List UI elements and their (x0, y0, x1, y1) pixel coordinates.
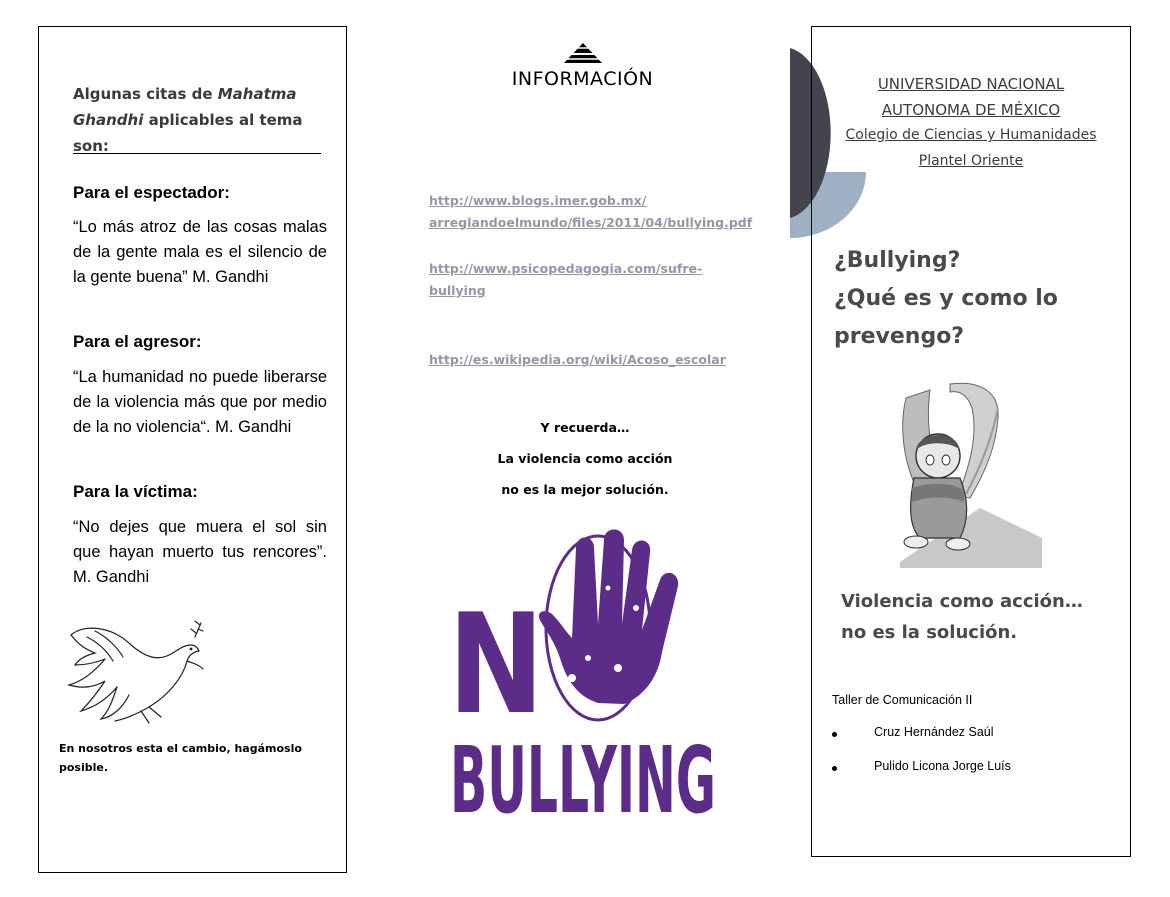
remember-line-2: La violencia como acción (497, 451, 673, 466)
left-panel (38, 26, 347, 873)
heading-spectator: Para el espectador: (73, 183, 230, 202)
intro-text: Algunas citas de Mahatma Ghandhi aplicables al tema son: (73, 85, 303, 155)
college-name: Colegio de Ciencias y Humanidades (845, 127, 1097, 143)
logo-letter-n: N (448, 584, 544, 745)
link-psicopedagogia[interactable]: http://www.psicopedagogia.com/sufre- bullying (429, 261, 703, 298)
main-title: ¿Bullying? ¿Qué es y como lo prevengo? (834, 248, 1058, 349)
no-bullying-logo (448, 528, 720, 820)
bullet-1 (832, 732, 837, 737)
link-wikipedia[interactable]: http://es.wikipedia.org/wiki/Acoso_escolar (429, 352, 726, 367)
bullied-child-illustration (860, 378, 1042, 570)
logo-word-bullying: BULLYING (450, 727, 716, 820)
quote-victim: “No dejes que muera el sol sin que hayan muerto tus rencores”. M. Gandhi (73, 518, 327, 586)
university-name-line-1: UNIVERSIDAD NACIONAL (877, 75, 1065, 93)
quote-aggressor: “La humanidad no puede liberarse de la violencia más que por medio de la no violencia“. M. Gandhi (73, 368, 327, 436)
heading-aggressor: Para el agresor: (73, 332, 202, 351)
team-member-1: Cruz Hernández Saúl (874, 725, 994, 739)
team-member-2: Pulido Licona Jorge Luís (874, 759, 1011, 773)
slogan: Violencia como acción… no es la solución. (841, 591, 1083, 643)
quote-spectator: “Lo más atroz de las cosas malas de la gente mala es el silencio de la gente buena” M. Gandhi (73, 218, 327, 286)
campus-name: Plantel Oriente (918, 153, 1024, 169)
info-logo-icon (562, 42, 604, 64)
divider-line (73, 153, 321, 154)
course-name: Taller de Comunicación II (832, 693, 973, 707)
remember-line-3: no es la mejor solución. (501, 482, 669, 497)
dove-icon (65, 615, 205, 727)
intro-author: Mahatma Ghandhi (73, 85, 297, 129)
remember-line-1: Y recuerda… (540, 420, 630, 435)
bullet-2 (832, 766, 837, 771)
hand-print-icon (539, 530, 678, 705)
heading-victim: Para la víctima: (73, 482, 198, 501)
closing-caption: En nosotros esta el cambio, hagámoslo posible. (59, 742, 302, 774)
university-name-line-2: AUTONOMA DE MÉXICO (881, 101, 1061, 119)
link-blogs-imer[interactable]: http://www.blogs.imer.gob.mx/ arreglandoelmundo/files/2011/04/bullying.pdf (429, 193, 753, 230)
info-title: INFORMACIÓN (511, 68, 654, 90)
